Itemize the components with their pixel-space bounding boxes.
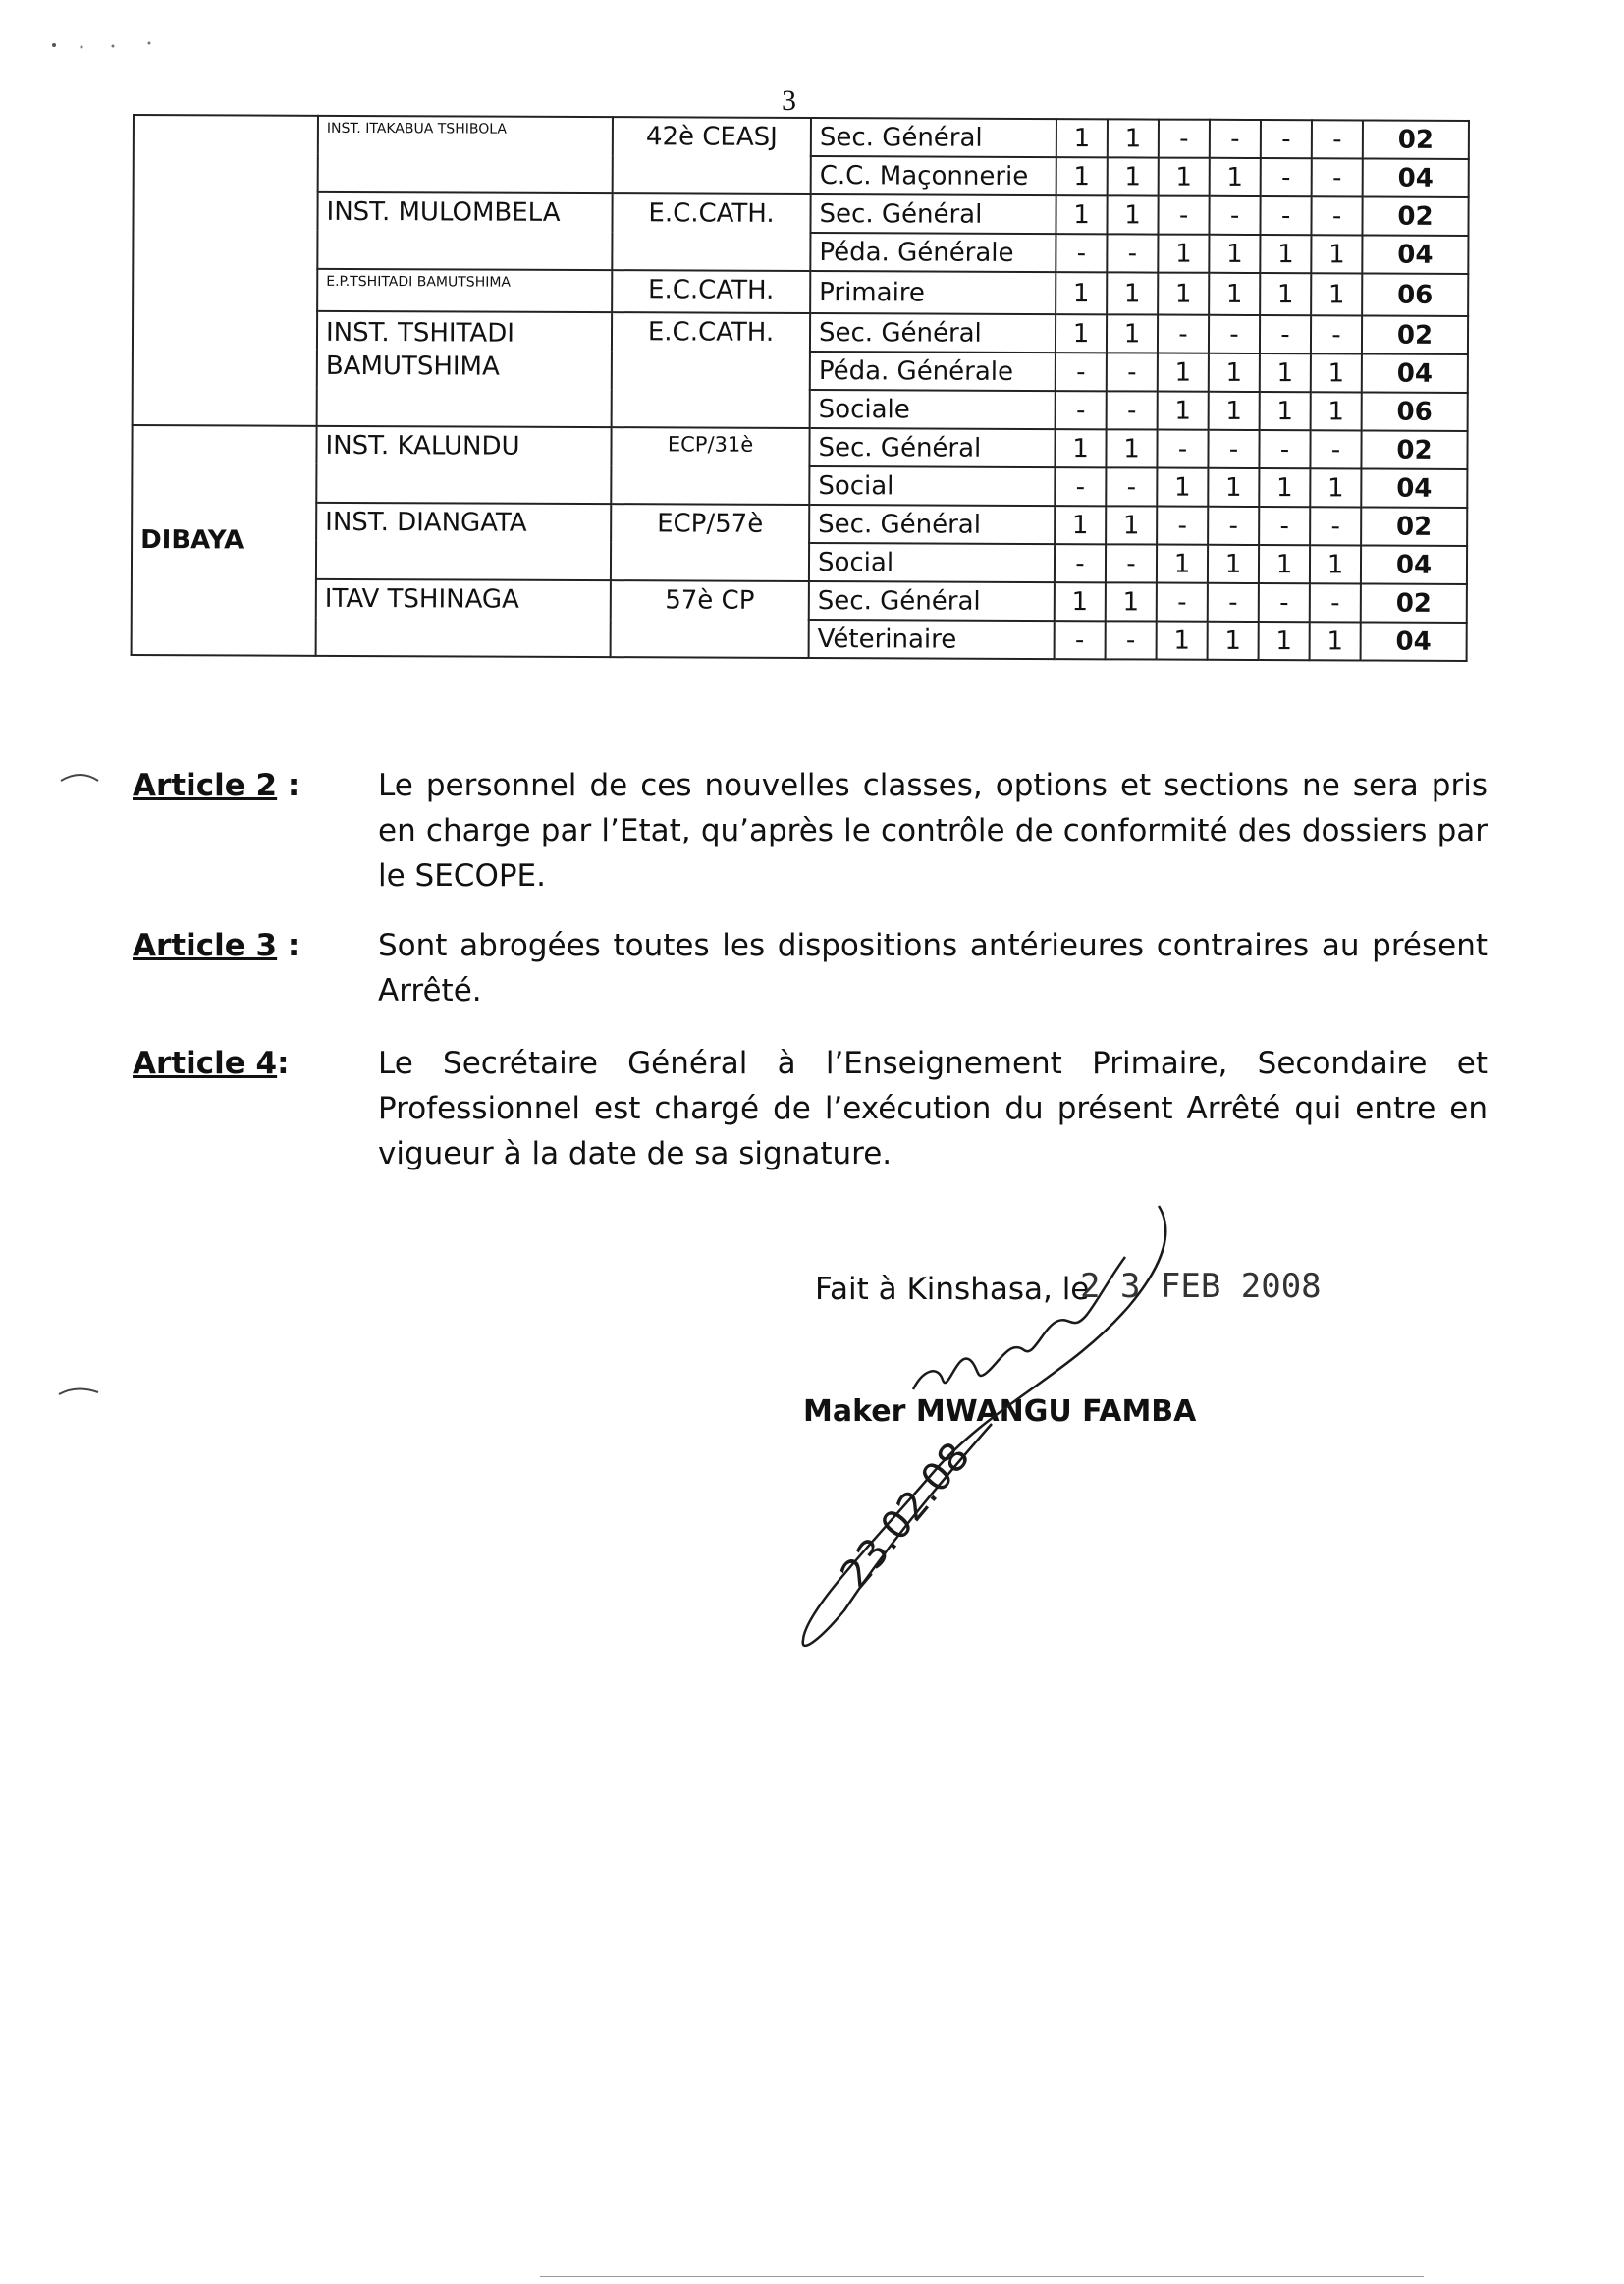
bottom-rule bbox=[540, 2276, 1424, 2277]
class-count-cell: 1 bbox=[1209, 273, 1260, 315]
class-count-cell: - bbox=[1259, 430, 1310, 468]
total-cell: 06 bbox=[1362, 392, 1468, 430]
class-count-cell: - bbox=[1055, 467, 1106, 506]
school-cell: INST. ITAKABUA TSHIBOLA bbox=[318, 116, 613, 193]
class-count-cell: 1 bbox=[1055, 429, 1106, 467]
option-cell: Péda. Générale bbox=[810, 233, 1056, 272]
class-count-cell: 1 bbox=[1259, 545, 1310, 583]
option-cell: Sec. Général bbox=[809, 581, 1055, 621]
total-cell: 02 bbox=[1362, 315, 1468, 353]
class-count-cell: 1 bbox=[1158, 392, 1209, 430]
class-count-cell: 1 bbox=[1310, 622, 1361, 660]
table-row bbox=[133, 310, 1468, 354]
class-count-cell: - bbox=[1106, 621, 1157, 659]
class-count-cell: 1 bbox=[1107, 195, 1158, 234]
school-cell: INST. TSHITADI BAMUTSHIMA bbox=[317, 311, 613, 427]
class-count-cell: - bbox=[1107, 353, 1158, 391]
total-cell: 04 bbox=[1363, 158, 1469, 196]
class-count-cell: 1 bbox=[1310, 545, 1361, 583]
table-row bbox=[133, 268, 1468, 316]
class-count-cell: - bbox=[1310, 430, 1361, 468]
class-count-cell: 1 bbox=[1311, 353, 1362, 392]
region-cell: DIBAYA bbox=[132, 425, 317, 656]
class-count-cell: - bbox=[1208, 430, 1259, 468]
class-count-cell: - bbox=[1208, 507, 1259, 545]
class-count-cell: - bbox=[1209, 315, 1260, 353]
class-count-cell: - bbox=[1260, 315, 1311, 353]
school-cell: INST. MULOMBELA bbox=[317, 192, 612, 270]
class-count-cell: 1 bbox=[1311, 273, 1362, 315]
class-count-cell: - bbox=[1259, 583, 1310, 622]
table-row bbox=[132, 502, 1467, 546]
class-count-cell: - bbox=[1159, 120, 1210, 158]
page-number: 3 bbox=[782, 84, 796, 117]
article-4-label: Article 4: bbox=[133, 1046, 290, 1081]
class-count-cell: 1 bbox=[1108, 119, 1159, 157]
class-count-cell: - bbox=[1261, 120, 1312, 158]
class-count-cell: 1 bbox=[1311, 235, 1362, 273]
class-count-cell: - bbox=[1157, 430, 1208, 468]
article-2-text: Le personnel de ces nouvelles classes, options et sections ne sera pris en charge par l’Etat, qu’après le contrôle de conformité des dossiers par le SECOPE. bbox=[378, 768, 1488, 894]
class-count-cell: - bbox=[1310, 583, 1361, 622]
class-count-cell: 1 bbox=[1310, 468, 1361, 507]
class-count-cell: 1 bbox=[1260, 235, 1311, 273]
option-cell: Véterinaire bbox=[809, 620, 1055, 659]
class-count-cell: 1 bbox=[1107, 272, 1158, 314]
class-count-cell: - bbox=[1259, 507, 1310, 545]
total-cell: 02 bbox=[1362, 196, 1468, 235]
class-count-cell: 1 bbox=[1157, 545, 1208, 583]
class-count-cell: - bbox=[1312, 158, 1363, 196]
option-cell: Sec. Général bbox=[811, 118, 1056, 157]
school-cell: ITAV TSHINAGA bbox=[316, 579, 611, 657]
article-3-text: Sont abrogées toutes les dispositions antérieures contraires au présent Arrêté. bbox=[378, 928, 1488, 1008]
class-count-cell: 1 bbox=[1210, 158, 1261, 196]
class-count-cell: 1 bbox=[1056, 119, 1108, 157]
total-cell: 04 bbox=[1361, 468, 1467, 507]
total-cell: 04 bbox=[1362, 235, 1468, 273]
class-count-cell: - bbox=[1055, 544, 1106, 582]
total-cell: 02 bbox=[1361, 507, 1467, 545]
article-3 bbox=[133, 923, 1488, 1013]
class-count-cell: - bbox=[1209, 196, 1260, 235]
class-count-cell: 1 bbox=[1056, 195, 1107, 234]
class-count-cell: - bbox=[1056, 353, 1107, 391]
code-cell: ECP/57è bbox=[611, 504, 809, 581]
school-cell: E.P.TSHITADI BAMUTSHIMA bbox=[317, 269, 612, 312]
option-cell: Sec. Général bbox=[809, 428, 1055, 467]
class-count-cell: - bbox=[1107, 391, 1158, 429]
code-cell: ECP/31è bbox=[611, 427, 809, 505]
class-count-cell: - bbox=[1055, 621, 1106, 659]
class-count-cell: 1 bbox=[1259, 468, 1310, 507]
option-cell: C.C. Maçonnerie bbox=[811, 156, 1056, 195]
table-row bbox=[134, 115, 1469, 159]
option-cell: Péda. Générale bbox=[810, 352, 1056, 391]
signer-name: Maker MWANGU FAMBA bbox=[803, 1394, 1197, 1429]
class-count-cell: - bbox=[1210, 120, 1261, 158]
option-cell: Sec. Général bbox=[809, 505, 1055, 544]
class-count-cell: 1 bbox=[1055, 582, 1106, 621]
class-count-cell: 1 bbox=[1209, 392, 1260, 430]
class-count-cell: 1 bbox=[1311, 392, 1362, 430]
class-count-cell: - bbox=[1056, 391, 1107, 429]
class-count-cell: - bbox=[1261, 158, 1312, 196]
option-cell: Sec. Général bbox=[810, 313, 1056, 353]
article-4 bbox=[133, 1041, 1488, 1176]
code-cell: 42è CEASJ bbox=[613, 117, 811, 194]
school-cell: INST. DIANGATA bbox=[316, 503, 611, 580]
class-count-cell: - bbox=[1107, 234, 1158, 272]
class-count-cell: - bbox=[1106, 544, 1157, 582]
class-count-cell: 1 bbox=[1260, 392, 1311, 430]
class-count-cell: - bbox=[1106, 467, 1157, 506]
class-count-cell: 1 bbox=[1056, 272, 1107, 314]
class-count-cell: 1 bbox=[1158, 273, 1209, 315]
class-count-cell: 1 bbox=[1209, 353, 1260, 392]
class-count-cell: 1 bbox=[1208, 545, 1259, 583]
handwritten-date: 23.02.08 bbox=[832, 1434, 980, 1598]
class-count-cell: 1 bbox=[1259, 622, 1310, 660]
class-count-cell: 1 bbox=[1208, 622, 1259, 660]
class-count-cell: 1 bbox=[1106, 582, 1157, 621]
class-count-cell: 1 bbox=[1260, 353, 1311, 392]
total-cell: 04 bbox=[1361, 622, 1467, 660]
class-count-cell: - bbox=[1310, 507, 1361, 545]
table-body bbox=[132, 115, 1469, 661]
class-count-cell: 1 bbox=[1260, 273, 1311, 315]
place-date-line: Fait à Kinshasa, le bbox=[815, 1272, 1090, 1307]
total-cell: 02 bbox=[1361, 583, 1467, 622]
class-count-cell: 1 bbox=[1158, 235, 1209, 273]
class-count-cell: - bbox=[1056, 234, 1107, 272]
option-cell: Social bbox=[809, 543, 1055, 582]
class-count-cell: - bbox=[1311, 196, 1362, 235]
school-cell: INST. KALUNDU bbox=[316, 426, 611, 504]
table-row bbox=[132, 425, 1467, 469]
table-row bbox=[133, 191, 1468, 236]
total-cell: 06 bbox=[1362, 273, 1468, 315]
class-count-cell: 1 bbox=[1108, 157, 1159, 195]
code-cell: E.C.CATH. bbox=[612, 312, 811, 428]
class-count-cell: - bbox=[1157, 507, 1208, 545]
table-row bbox=[132, 578, 1467, 623]
class-count-cell: 1 bbox=[1208, 468, 1259, 507]
class-count-cell: 1 bbox=[1107, 314, 1158, 353]
code-cell: 57è CP bbox=[611, 580, 809, 658]
article-3-label: Article 3 : bbox=[133, 928, 300, 963]
class-count-cell: 1 bbox=[1106, 506, 1157, 544]
class-count-cell: - bbox=[1157, 583, 1208, 622]
class-count-cell: 1 bbox=[1158, 353, 1209, 392]
option-cell: Primaire bbox=[810, 271, 1056, 314]
class-count-cell: 1 bbox=[1056, 314, 1107, 353]
class-count-cell: 1 bbox=[1056, 157, 1108, 195]
region-cell bbox=[133, 115, 318, 426]
code-cell: E.C.CATH. bbox=[612, 270, 810, 313]
class-count-cell: 1 bbox=[1159, 158, 1210, 196]
article-2 bbox=[133, 763, 1488, 898]
class-count-cell: - bbox=[1260, 196, 1311, 235]
total-cell: 04 bbox=[1361, 545, 1467, 583]
article-2-label: Article 2 : bbox=[133, 768, 300, 803]
class-count-cell: 1 bbox=[1209, 235, 1260, 273]
class-count-cell: 1 bbox=[1106, 429, 1157, 467]
option-cell: Social bbox=[809, 466, 1055, 506]
total-cell: 02 bbox=[1363, 120, 1469, 158]
code-cell: E.C.CATH. bbox=[612, 193, 810, 271]
class-count-cell: - bbox=[1208, 583, 1259, 622]
total-cell: 02 bbox=[1361, 430, 1467, 468]
handwritten-signature bbox=[766, 1178, 1218, 1669]
class-count-cell: 1 bbox=[1055, 506, 1106, 544]
class-count-cell: - bbox=[1311, 315, 1362, 353]
article-4-text: Le Secrétaire Général à l’Enseignement Primaire, Secondaire et Professionnel est chargé de l’exécution du présent Arrêté qui entre en vigueur à la date de sa signature. bbox=[378, 1046, 1488, 1171]
total-cell: 04 bbox=[1362, 353, 1468, 392]
allocation-table bbox=[131, 114, 1470, 662]
class-count-cell: - bbox=[1158, 196, 1209, 235]
option-cell: Sociale bbox=[810, 390, 1056, 429]
class-count-cell: - bbox=[1312, 120, 1363, 158]
date-stamp: 2 3 FEB 2008 bbox=[1080, 1267, 1322, 1306]
class-count-cell: 1 bbox=[1157, 622, 1208, 660]
option-cell: Sec. Général bbox=[810, 194, 1056, 234]
class-count-cell: - bbox=[1158, 315, 1209, 353]
class-count-cell: 1 bbox=[1157, 468, 1208, 507]
